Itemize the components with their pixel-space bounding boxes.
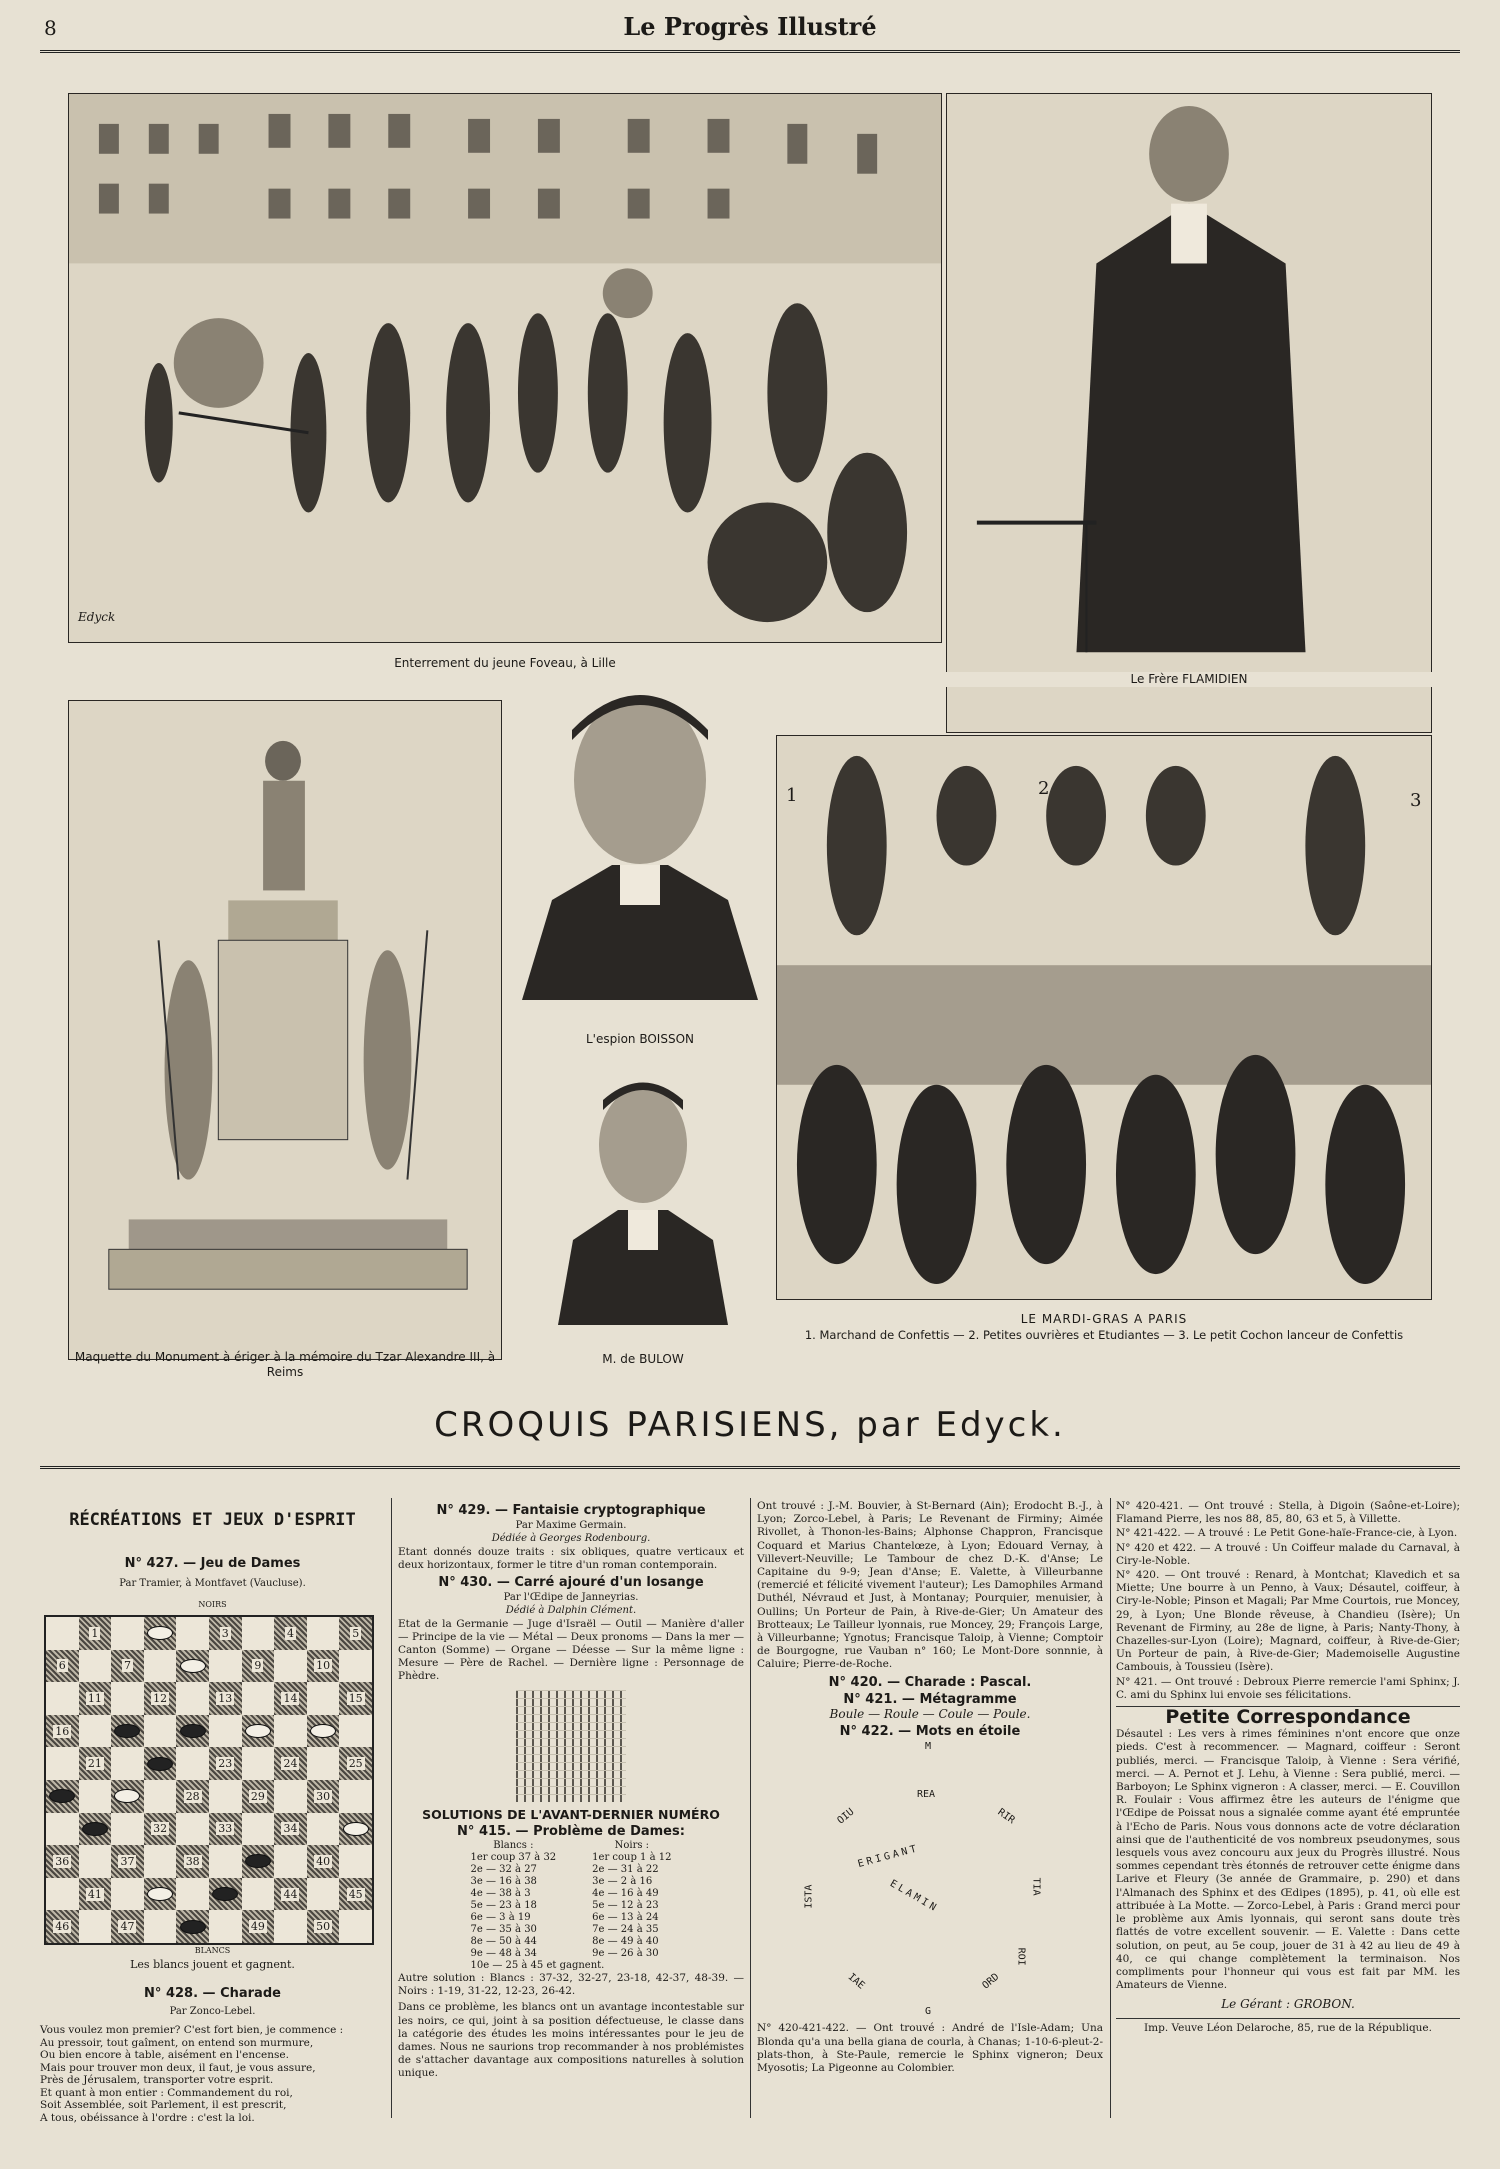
star-letter: IAE [845, 1971, 867, 1992]
board-dark-square [111, 1845, 144, 1878]
board-light-square [144, 1650, 177, 1683]
mardigras-number-3: 3 [1410, 790, 1422, 811]
board-light-square [242, 1682, 275, 1715]
square-number: 44 [283, 1887, 298, 1901]
board-dark-square [307, 1715, 340, 1748]
column-separator [391, 1498, 392, 2118]
star-letter: ORD [980, 1971, 1002, 1992]
board-dark-square [79, 1617, 112, 1650]
square-number: 47 [120, 1920, 135, 1934]
blancs-move: 2e — 32 à 27 [470, 1864, 537, 1876]
board-light-square [176, 1813, 209, 1846]
board-noirs-label: NOIRS [198, 1600, 227, 1609]
star-letter: REA [917, 1789, 936, 1801]
board-dark-square [274, 1617, 307, 1650]
square-number: 6 [58, 1659, 66, 1673]
board-dark-square [79, 1878, 112, 1911]
board-light-square [307, 1747, 340, 1780]
board-dark-square [242, 1715, 275, 1748]
board-dark-square [307, 1780, 340, 1813]
board-dark-square [274, 1682, 307, 1715]
board-light-square [111, 1813, 144, 1846]
square-number: 50 [316, 1920, 331, 1934]
star-letter: ELAMIN [887, 1878, 941, 1916]
board-dark-square [274, 1878, 307, 1911]
board-light-square [46, 1682, 79, 1715]
solution-commentary: Dans ce problème, les blancs ont un avantage incontestable sur les noirs, ce qui, joint à sa position défectueuse, le classe dans la catégorie des études les moins intéressantes pour le jeu de dames. Nous ne saurions trop recommander à nos problémistes de s'attacher davantage aux compositions naturelles à solution unique. [398, 2001, 744, 2080]
board-blancs-label: BLANCS [194, 1946, 231, 1955]
poem-line: Près de Jérusalem, transporter votre esprit. [40, 2074, 274, 2086]
mardigras-illustration [776, 735, 1432, 1300]
funeral-signature: Edyck [78, 610, 116, 624]
poem-line: Mais pour trouver mon deux, il faut, je vous assure, [40, 2061, 316, 2074]
found-list: Ont trouvé : J.-M. Bouvier, à St-Bernard (Ain); Erodocht B.-J., à Lyon; Zorco-Lebel, à Paris; Le Revenant de Firminy; Aimée Rivollet, à Thonon-les-Bains; Alphonse Chappron, Francisque Coquard et Marius Chantelœze, à Lyon; Edouard Vernay, à Villevert-Neuville; Le Tambour de chez D.-K. d'Anse; Le Capitaine du 9-9; Jean d'Anse; E. Valette, à Villeurbanne (remercié et félicité vivement l'auteur); Les Damophiles Armand Duthél, Névraud et Just, à Montanay; Pourquier, menuisier, à Oullins; Un Porteur de Pain, à Rive-de-Gier; Un Amateur des Brotteaux; Le Tailleur lyonnais, rue Moncey, 29; François Large, à Villeurbanne; Ygnotus; Francisque Taloip, à Vienne; Comptoir de Bourgogne, rue Vauban n° 160; Le Mont-Dore sonnnie, à Caluire; Pierre-de-Roche. [757, 1500, 1103, 1671]
board-light-square [242, 1617, 275, 1650]
board-light-square [274, 1715, 307, 1748]
header-rule [40, 50, 1460, 54]
board-light-square [339, 1780, 372, 1813]
board-light-square [209, 1650, 242, 1683]
board-dark-square [242, 1910, 275, 1943]
board-light-square [209, 1715, 242, 1748]
board-dark-square [274, 1813, 307, 1846]
board-dark-square [79, 1682, 112, 1715]
board-dark-square [209, 1747, 242, 1780]
square-number: 11 [87, 1691, 102, 1705]
board-light-square [242, 1878, 275, 1911]
mardigras-number-1: 1 [786, 785, 798, 806]
board-light-square [144, 1845, 177, 1878]
bulow-portrait [548, 1070, 738, 1330]
square-number: 15 [348, 1691, 363, 1705]
white-piece [180, 1659, 206, 1673]
found-entry: N° 420. — Ont trouvé : Renard, à Montchat; Klavedich et sa Miette; Une bourre à un Penno, à Vaux; Désautel, coiffeur, à Ciry-le-Noble; Pinson et Magali; Par Mme Courtois, rue Moncey, 29, à Lyon; Une Blonde rêveuse, à Chandieu (Isère); Un Revenant de Firminy, au 28e de ligne, à Paris; Nanty-Thony, à Chazelles-sur-Lyon (Loire); Magnard, coiffeur, à Rive-de-Gier; Un Porteur de pain, à Rive-de-Gier; Mademoiselle Augustine Cambouis, à Toussieu (Isère). [1116, 1569, 1460, 1674]
board-light-square [339, 1715, 372, 1748]
petite-correspondance-text: Désautel : Les vers à rimes féminines n'ont encore que onze pieds. C'est à recommencer. — Magnard, coiffeur : Seront publiés, merci. — Francisque Taloip, à Vienne : Sera vérifié, merci. — A. Pernot et J. Lehu, à Vienne : Sera publié, merci. — Barboyon; Le Sphinx vigneron : A classer, merci. — E. Couvillon R. Foulair : Vous affirmez être les auteurs de l'énigme que l'Œdipe de Poissat nous a signalée comme ayant été empruntée à l'Echo de Paris. Nous vous donnons acte de votre déclaration ainsi que de l'authenticité de vos nombreux pseudonymes, sous lesquels vous avez concouru aux jeux du Progrès illustré. Nous sommes cependant très étonnés de retrouver cette énigme dans Larive et Fleury (3e année de Grammaire, p. 290) et dans l'Almanach des Sphinx et des Œdipes (1895), p. 41, où elle est attribuée à La Motte. — Zorco-Lebel, à Paris : Grand merci pour le problème aux Amis lyonnais, qui seront sans doute très flattés de votre excellent souvenir. — E. Valette : Dans cette solution, on peut, au 5e coup, jouer de 31 à 42 au lieu de 49 à 40, ce qui change complètement la terminaison. Nos compliments pour l'honneur qui vous est fait par MM. les Amateurs de Vienne. [1116, 1728, 1460, 1992]
square-number: 16 [55, 1724, 70, 1738]
board-dark-square [274, 1747, 307, 1780]
board-dark-square [242, 1845, 275, 1878]
board-dark-square [242, 1780, 275, 1813]
board-dark-square [307, 1910, 340, 1943]
board-light-square [79, 1845, 112, 1878]
square-number: 46 [55, 1920, 70, 1934]
blancs-move: 10e — 25 à 45 et gagnent. [470, 1960, 605, 1972]
problem-421-title: N° 421. — Métagramme [843, 1691, 1017, 1707]
square-number: 34 [283, 1822, 298, 1836]
board-light-square [209, 1780, 242, 1813]
square-number: 37 [120, 1854, 135, 1868]
blancs-move: 8e — 50 à 44 [470, 1936, 537, 1948]
board-light-square [46, 1617, 79, 1650]
black-piece [180, 1724, 206, 1738]
column-separator [1110, 1498, 1111, 2118]
board-dark-square [46, 1780, 79, 1813]
board-dark-square [307, 1650, 340, 1683]
square-number: 1 [91, 1626, 99, 1640]
blancs-move: 4e — 38 à 3 [470, 1888, 531, 1900]
board-light-square [176, 1617, 209, 1650]
board-light-square [274, 1650, 307, 1683]
blancs-move: 1er coup 37 à 32 [470, 1852, 557, 1864]
blancs-move: 3e — 16 à 38 [470, 1876, 537, 1888]
black-piece [212, 1887, 238, 1901]
board-dark-square [46, 1715, 79, 1748]
board-light-square [274, 1780, 307, 1813]
black-piece [180, 1920, 206, 1934]
board-dark-square [176, 1650, 209, 1683]
board-dark-square [339, 1813, 372, 1846]
star-letter: M [925, 1741, 932, 1753]
board-dark-square [209, 1878, 242, 1911]
gerant: Le Gérant : GROBON. [1221, 1997, 1355, 2012]
problem-421-words: Boule — Roule — Coule — Poule. [829, 1707, 1031, 1722]
board-dark-square [46, 1650, 79, 1683]
board-dark-square [176, 1910, 209, 1943]
board-light-square [79, 1715, 112, 1748]
problem-420-title: N° 420. — Charade : Pascal. [828, 1674, 1032, 1690]
black-piece [245, 1854, 271, 1868]
board-light-square [144, 1910, 177, 1943]
square-number: 33 [218, 1822, 233, 1836]
white-piece [147, 1887, 173, 1901]
imprint: Imp. Veuve Léon Delaroche, 85, rue de la République. [1144, 2021, 1432, 2034]
white-piece [114, 1789, 140, 1803]
found-420-422: N° 420-421-422. — Ont trouvé : André de l'Isle-Adam; Una Blonda qu'a una bella giana de courla, à Chanas; 1-10-6-pleut-2-plats-thon, à Ste-Paule, remercie le Sphinx vigneron; Deux Myosotis; La Pigeonne au Colombier. [757, 2022, 1103, 2075]
star-letter: ERIGANT [856, 1843, 921, 1871]
noirs-move: 8e — 49 à 40 [592, 1936, 659, 1948]
board-light-square [111, 1747, 144, 1780]
poem-line: Vous voulez mon premier? C'est fort bien, je commence : [40, 2024, 344, 2036]
square-number: 7 [123, 1659, 131, 1673]
board-light-square [111, 1682, 144, 1715]
board-dark-square [46, 1845, 79, 1878]
bulow-caption: M. de BULOW [602, 1352, 684, 1366]
blancs-move: 6e — 3 à 19 [470, 1912, 531, 1924]
board-light-square [307, 1813, 340, 1846]
square-number: 41 [87, 1887, 102, 1901]
poem-line: Soit Assemblée, soit Parlement, il est prescrit, [40, 2099, 287, 2111]
board-dark-square [144, 1747, 177, 1780]
square-number: 21 [87, 1757, 102, 1771]
noirs-header: Noirs : [614, 1840, 650, 1852]
board-light-square [176, 1747, 209, 1780]
board-dark-square [176, 1780, 209, 1813]
problem-427-title: N° 427. — Jeu de Dames [124, 1556, 301, 1571]
board-dark-square [176, 1845, 209, 1878]
recreations-heading: RÉCRÉATIONS ET JEUX D'ESPRIT [69, 1510, 356, 1530]
petite-correspondance-title: Petite Correspondance [1165, 1706, 1411, 1729]
board-dark-square [209, 1813, 242, 1846]
board-light-square [339, 1845, 372, 1878]
column-2 [398, 1500, 744, 2082]
board-light-square [242, 1813, 275, 1846]
board-light-square [209, 1845, 242, 1878]
square-number: 5 [352, 1626, 360, 1640]
monument-caption: Maquette du Monument à ériger à la mémoire du Tzar Alexandre III, à Reims [74, 1350, 496, 1379]
board-dark-square [144, 1813, 177, 1846]
poem-line: Ou bien encore à table, aisément en l'encense. [40, 2049, 289, 2061]
board-light-square [46, 1878, 79, 1911]
board-light-square [144, 1780, 177, 1813]
board-dark-square [209, 1682, 242, 1715]
board-light-square [79, 1780, 112, 1813]
problem-422-title: N° 422. — Mots en étoile [839, 1724, 1021, 1740]
board-light-square [176, 1878, 209, 1911]
board-dark-square [111, 1650, 144, 1683]
board-light-square [242, 1747, 275, 1780]
poem-line: Et quant à mon entier : Commandement du roi, [40, 2086, 293, 2099]
board-dark-square [339, 1747, 372, 1780]
square-number: 9 [254, 1659, 262, 1673]
square-number: 24 [283, 1757, 298, 1771]
board-note: Les blancs jouent et gagnent. [130, 1958, 295, 1971]
square-number: 25 [348, 1757, 363, 1771]
board-dark-square [111, 1715, 144, 1748]
column-separator [750, 1498, 751, 2118]
star-letter: RIR [995, 1807, 1017, 1827]
board-dark-square [209, 1617, 242, 1650]
blancs-move: 5e — 23 à 18 [470, 1900, 537, 1912]
board-light-square [79, 1910, 112, 1943]
problem-415-title: N° 415. — Problème de Dames: [457, 1823, 685, 1839]
board-light-square [46, 1747, 79, 1780]
found-entry: N° 420-421. — Ont trouvé : Stella, à Digoin (Saône-et-Loire); Flamand Pierre, les nos 88, 85, 80, 63 et 5, à Villette. [1116, 1500, 1460, 1526]
board-light-square [339, 1650, 372, 1683]
board-light-square [307, 1878, 340, 1911]
black-piece [147, 1757, 173, 1771]
board-dark-square [144, 1878, 177, 1911]
noirs-move: 9e — 26 à 30 [592, 1948, 659, 1960]
board-light-square [339, 1910, 372, 1943]
problem-428-title: N° 428. — Charade [144, 1986, 281, 2001]
board-light-square [46, 1813, 79, 1846]
mardigras-caption: 1. Marchand de Confettis — 2. Petites ouvrières et Etudiantes — 3. Le petit Cochon lanceur de Confettis [804, 1328, 1404, 1342]
square-number: 4 [286, 1626, 294, 1640]
board-dark-square [79, 1813, 112, 1846]
square-number: 3 [221, 1626, 229, 1640]
poem-line: A tous, obéissance à l'ordre : c'est la loi. [40, 2111, 255, 2124]
boisson-portrait [512, 670, 768, 1020]
star-letter: ROI [1015, 1948, 1027, 1967]
board-light-square [274, 1910, 307, 1943]
problem-429-dedication: Dédiée à Georges Rodenbourg. [491, 1533, 651, 1545]
cross-grid-figure [516, 1690, 626, 1802]
noirs-move: 1er coup 1 à 12 [592, 1852, 672, 1864]
white-piece [343, 1822, 369, 1836]
square-number: 30 [316, 1789, 331, 1803]
autre-solution: Autre solution : Blancs : 37-32, 32-27, 23-18, 42-37, 48-39. — Noirs : 1-19, 31-22, 12-23, 26-42. [398, 1972, 744, 1998]
problem-427-author: Par Tramier, à Montfavet (Vaucluse). [119, 1578, 306, 1589]
board-light-square [111, 1617, 144, 1650]
black-piece [114, 1724, 140, 1738]
board-light-square [79, 1650, 112, 1683]
problem-429-title: N° 429. — Fantaisie cryptographique [436, 1503, 706, 1518]
mardigras-title: LE MARDI-GRAS A PARIS [1020, 1312, 1188, 1326]
noirs-move: 4e — 16 à 49 [592, 1888, 659, 1900]
column-4 [1116, 1500, 1460, 2035]
noirs-move: 6e — 13 à 24 [592, 1912, 659, 1924]
found-entry: N° 421-422. — A trouvé : Le Petit Gone-haïe-France-cie, à Lyon. [1116, 1527, 1458, 1540]
column-3 [757, 1500, 1103, 2076]
board-dark-square [307, 1845, 340, 1878]
page-number: 8 [44, 16, 57, 40]
found-entry: N° 420 et 422. — A trouvé : Un Coiffeur malade du Carnaval, à Ciry-le-Noble. [1116, 1541, 1460, 1567]
square-number: 14 [283, 1691, 298, 1705]
square-number: 28 [185, 1789, 200, 1803]
problem-430-text: Etat de la Germanie — Juge d'Israël — Outil — Manière d'aller — Principe de la vie — Métal — Deux pronoms — Dans la mer — Canton (Somme) — Organe — Déesse — Sur la même ligne : Mesure — Père de Rachel. — Dernière ligne : Personnage de Phèdre. [398, 1617, 744, 1683]
star-letter: ISTA [803, 1885, 815, 1910]
board-dark-square [46, 1910, 79, 1943]
funeral-caption: Enterrement du jeune Foveau, à Lille [394, 656, 616, 670]
square-number: 12 [153, 1691, 168, 1705]
boisson-caption: L'espion BOISSON [586, 1032, 694, 1046]
board-dark-square [176, 1715, 209, 1748]
solution-table [468, 1840, 675, 1972]
white-piece [245, 1724, 271, 1738]
found-entry: N° 421. — Ont trouvé : Debroux Pierre remercie l'ami Sphinx; J. C. ami du Sphinx lui envoie ses félicitations. [1116, 1675, 1460, 1701]
board-dark-square [111, 1780, 144, 1813]
problem-430-dedication: Dédié à Dalphin Clément. [505, 1605, 637, 1617]
problem-430-title: N° 430. — Carré ajouré d'un losange [438, 1575, 704, 1591]
white-piece [147, 1626, 173, 1640]
board-light-square [144, 1715, 177, 1748]
problem-428-author: Par Zonco-Lebel. [169, 2006, 256, 2017]
square-number: 40 [316, 1854, 331, 1868]
monument-illustration [68, 700, 502, 1360]
square-number: 13 [218, 1691, 233, 1705]
noirs-move: 7e — 24 à 35 [592, 1924, 659, 1936]
square-number: 36 [55, 1854, 70, 1868]
square-number: 23 [218, 1757, 233, 1771]
square-number: 49 [250, 1920, 265, 1934]
star-letter: OIU [835, 1806, 857, 1827]
checkers-board [44, 1615, 374, 1945]
flamidien-caption: Le Frère FLAMIDIEN [946, 672, 1432, 687]
board-dark-square [111, 1910, 144, 1943]
blancs-header: Blancs : [493, 1840, 534, 1852]
board-dark-square [242, 1650, 275, 1683]
board-light-square [209, 1910, 242, 1943]
square-number: 45 [348, 1887, 363, 1901]
noirs-move: 3e — 2 à 16 [592, 1876, 653, 1888]
blancs-move: 7e — 35 à 30 [470, 1924, 537, 1936]
board-light-square [307, 1617, 340, 1650]
banner-rule [40, 1466, 1460, 1470]
solutions-title: SOLUTIONS DE L'AVANT-DERNIER NUMÉRO [422, 1806, 720, 1822]
square-number: 38 [185, 1854, 200, 1868]
blancs-move: 9e — 48 à 34 [470, 1948, 537, 1960]
funeral-illustration [68, 93, 942, 643]
black-piece [82, 1822, 108, 1836]
board-dark-square [144, 1682, 177, 1715]
problem-430-author: Par l'Œdipe de Janneyrias. [503, 1592, 639, 1604]
board-dark-square [144, 1617, 177, 1650]
newspaper-title: Le Progrès Illustré [623, 12, 877, 41]
board-dark-square [79, 1747, 112, 1780]
square-number: 29 [250, 1789, 265, 1803]
board-light-square [176, 1682, 209, 1715]
board-dark-square [339, 1878, 372, 1911]
flamidien-portrait [946, 93, 1432, 733]
square-number: 32 [153, 1822, 168, 1836]
board-light-square [307, 1682, 340, 1715]
square-number: 10 [316, 1659, 331, 1673]
problem-429-author: Par Maxime Germain. [515, 1520, 627, 1532]
poem-line: Au pressoir, tout gaîment, on entend son murmure, [40, 2036, 314, 2049]
problem-429-text: Etant donnés douze traits : six obliques, quatre verticaux et deux horizontaux, former le titre d'un roman contemporain. [398, 1545, 744, 1571]
board-dark-square [339, 1682, 372, 1715]
star-words-figure [757, 1740, 1103, 2020]
banner-title: CROQUIS PARISIENS, par Edyck. [434, 1405, 1066, 1445]
mardigras-number-2: 2 [1038, 778, 1050, 799]
board-light-square [111, 1878, 144, 1911]
board-light-square [274, 1845, 307, 1878]
board-dark-square [339, 1617, 372, 1650]
noirs-move: 2e — 31 à 22 [592, 1864, 659, 1876]
noirs-move: 5e — 12 à 23 [592, 1900, 659, 1912]
star-letter: G [925, 2006, 932, 2018]
black-piece [49, 1789, 75, 1803]
white-piece [310, 1724, 336, 1738]
star-letter: TIA [1030, 1878, 1042, 1897]
charade-poem [40, 2024, 385, 2124]
